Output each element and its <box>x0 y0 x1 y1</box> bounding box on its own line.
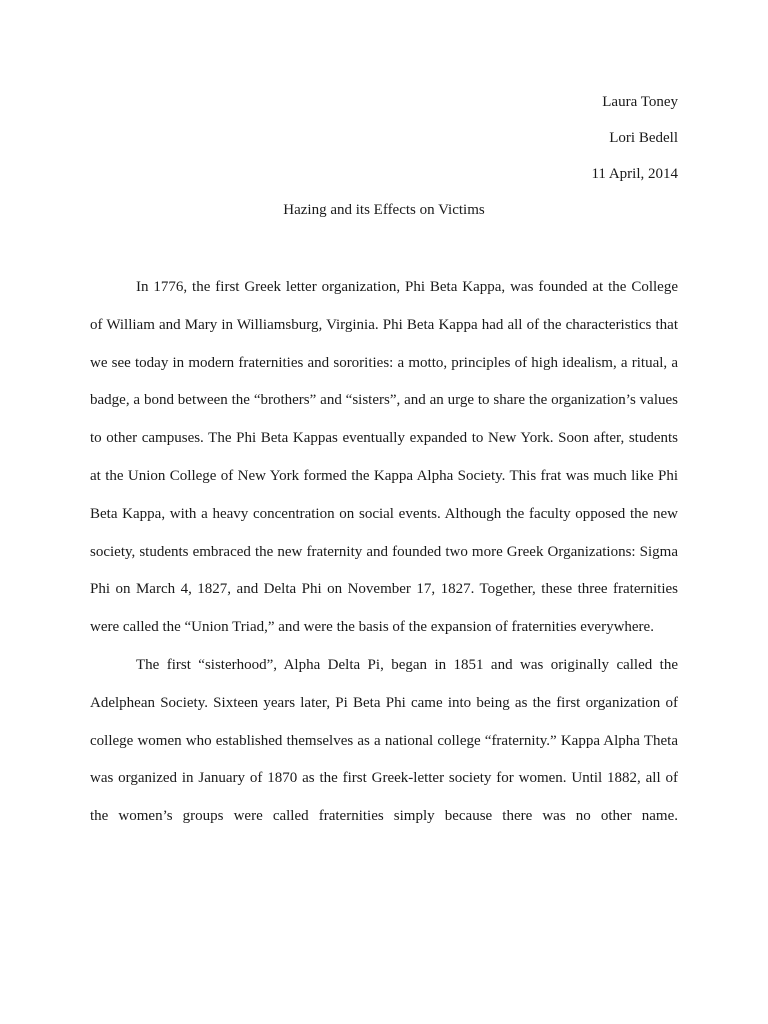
essay-body <box>90 269 678 836</box>
essay-date: 11 April, 2014 <box>591 166 678 182</box>
instructor-name: Lori Bedell <box>609 130 678 146</box>
body-paragraph-2: The first “sisterhood”, Alpha Delta Pi, began in 1851 and was originally called the Adelphean Society. Sixteen years later, Pi Beta Phi came into being as the first organization of college women who established themselves as a national college “fraternity.” Kappa Alpha Theta was organized in January of 1870 as the first Greek-letter society for women. Until 1882, all of the women’s groups were called fraternities simply because there was no other name. <box>90 656 678 825</box>
author-name: Laura Toney <box>602 94 678 110</box>
essay-header <box>591 92 678 200</box>
essay-title: Hazing and its Effects on Victims <box>283 202 485 218</box>
body-paragraph-1: In 1776, the first Greek letter organization, Phi Beta Kappa, was founded at the College of William and Mary in Williamsburg, Virginia. Phi Beta Kappa had all of the characteristics that we see today in modern fraternities and sororities: a motto, principles of high idealism, a ritual, a badge, a bond between the “brothers” and “sisters”, and an urge to share the organization’s values to other campuses. The Phi Beta Kappas eventually expanded to New York. Soon after, students at the Union College of New York formed the Kappa Alpha Society. This frat was much like Phi Beta Kappa, with a heavy concentration on social events. Although the faculty opposed the new society, students embraced the new fraternity and founded two more Greek Organizations: Sigma Phi on March 4, 1827, and Delta Phi on November 17, 1827. Together, these three fraternities were called the “Union Triad,” and were the basis of the expansion of fraternities everywhere. <box>90 279 678 636</box>
